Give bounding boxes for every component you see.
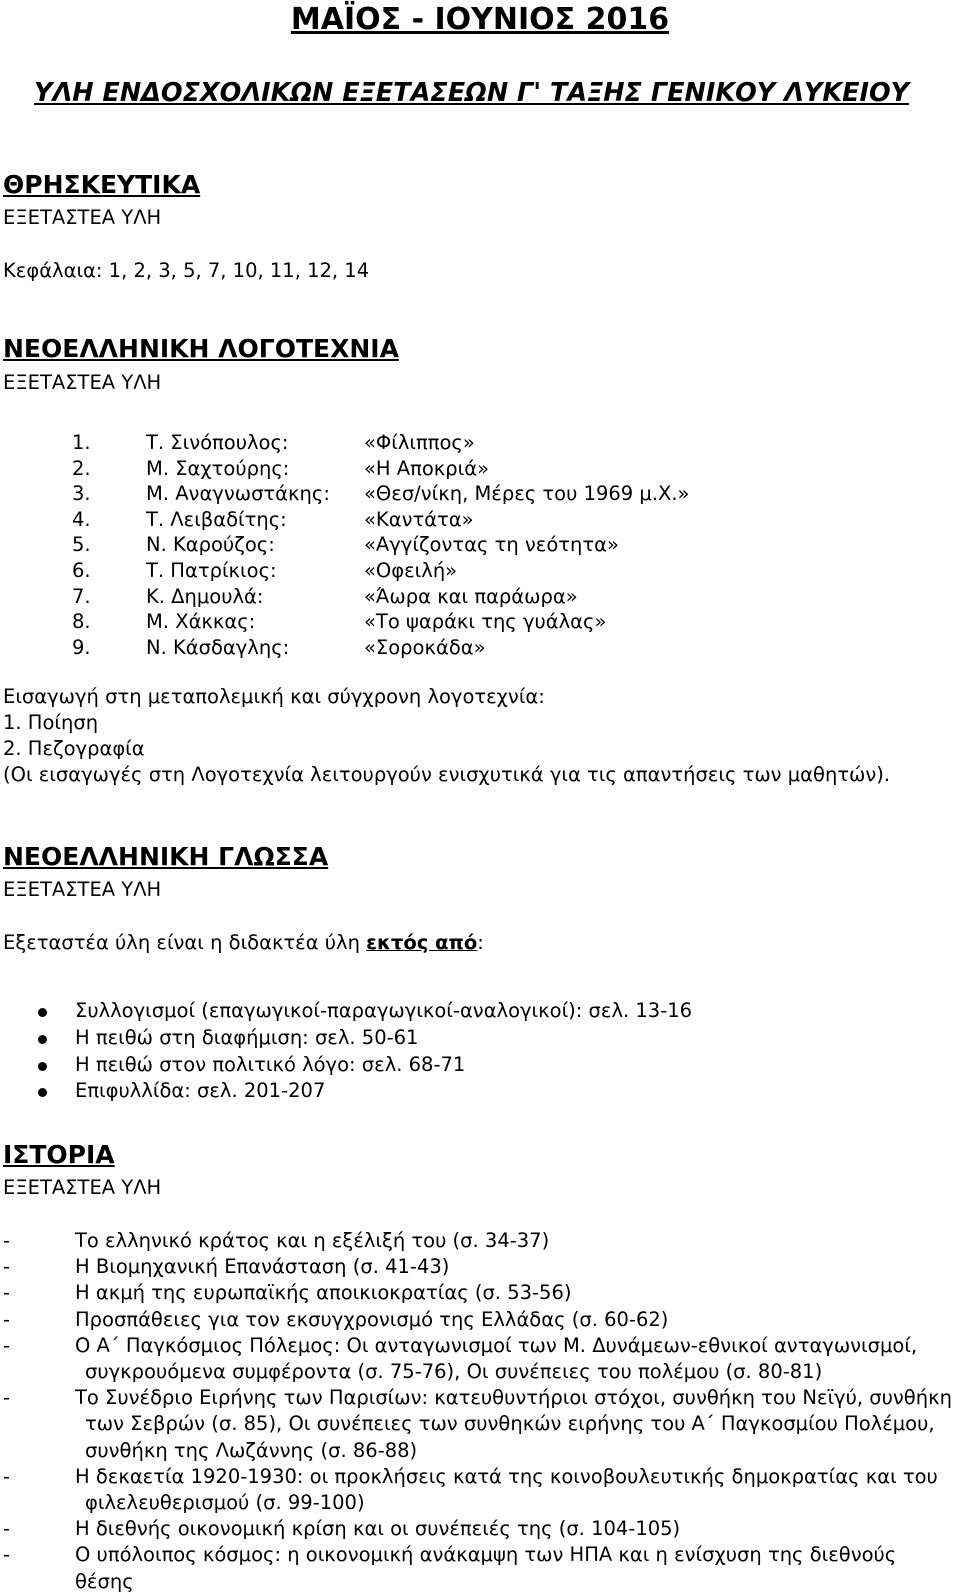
list-item-line: Προσπάθειες για τον εκσυγχρονισμό της Ελλάδας (σ. 60-62) [75, 1307, 669, 1331]
item-work-title: «Το ψαράκι της γυάλας» [364, 610, 607, 634]
list-item-line: Η διεθνής οικονομική κρίση και οι συνέπειές της (σ. 104-105) [75, 1517, 681, 1541]
list-item [0, 1542, 960, 1594]
section-heading-language: ΝΕΟΕΛΛΗΝΙΚΗ ΓΛΩΣΣΑ [3, 842, 329, 871]
list-item-text [75, 1464, 955, 1516]
item-number: 8. [72, 610, 91, 634]
item-author: Μ. Σαχτούρης: [146, 456, 290, 480]
item-author: Τ. Σινόπουλος: [146, 431, 289, 454]
list-item-line: συνθήκη της Λωζάννης (σ. 86-88) [85, 1438, 418, 1462]
document-title: ΜΑΪΟΣ - ΙΟΥΝΙΟΣ 2016 [290, 2, 670, 37]
item-work-title: «Η Αποκριά» [364, 456, 490, 480]
document-subtitle: ΥΛΗ ΕΝΔΟΣΧΟΛΙΚΩΝ ΕΞΕΤΑΣΕΩΝ Γ' ΤΑΞΗΣ ΓΕΝΙΚΟΥ ΛΥΚΕΙΟΥ [34, 78, 910, 108]
item-work-title: «Καντάτα» [364, 507, 474, 531]
list-item-text: Συλλογισμοί (επαγωγικοί-παραγωγικοί-αναλογικοί): σελ. 13-16 [75, 999, 693, 1022]
bullet-icon [38, 1035, 47, 1044]
list-item-line: Ο Α΄ Παγκόσμιος Πόλεμος: Οι ανταγωνισμοί των Μ. Δυνάμεων-εθνικοί ανταγωνισμοί, [75, 1333, 918, 1357]
list-item [0, 1333, 960, 1385]
list-item-line: Η δεκαετία 1920-1930: οι προκλήσεις κατά της κοινοβουλευτικής δημοκρατίας και του [75, 1464, 938, 1488]
item-number: 5. [72, 533, 91, 557]
list-item-text [75, 1516, 955, 1542]
dash-marker: - [3, 1464, 11, 1488]
dash-marker: - [3, 1517, 11, 1541]
list-item [0, 1385, 960, 1464]
list-item-text: Επιφυλλίδα: σελ. 201-207 [75, 1079, 326, 1103]
item-number: 6. [72, 558, 91, 582]
language-sentence-after: : [477, 931, 484, 954]
bullet-icon [38, 1062, 47, 1071]
list-item-line: συγκρουόμενα συμφέροντα (σ. 75-76), Οι συνέπειες του πολέμου (σ. 80-81) [85, 1360, 823, 1384]
literature-note: (Οι εισαγωγές στη Λογοτεχνία λειτουργούν ενισχυτικά για τις απαντήσεις των μαθητών). [3, 763, 891, 786]
list-item-line: Το ελληνικό κράτος και η εξέλιξή του (σ. 34-37) [75, 1229, 550, 1252]
item-number: 2. [72, 456, 91, 480]
language-label: ΕΞΕΤΑΣΤΕΑ ΥΛΗ [3, 878, 162, 901]
item-author: Ν. Καρούζος: [146, 533, 275, 557]
list-item-text: Η πειθώ στη διαφήμιση: σελ. 50-61 [75, 1025, 419, 1049]
list-item-text: Η πειθώ στον πολιτικό λόγο: σελ. 68-71 [75, 1052, 466, 1076]
list-item [0, 1254, 960, 1280]
list-item-line: Ο υπόλοιπος κόσμος: η οικονομική ανάκαμψη των ΗΠΑ και η ενίσχυση της διεθνούς θέσης [75, 1543, 897, 1593]
literature-label: ΕΞΕΤΑΣΤΕΑ ΥΛΗ [3, 371, 162, 394]
dash-marker: - [3, 1543, 11, 1567]
section-heading-religion: ΘΡΗΣΚΕΥΤΙΚΑ [3, 170, 201, 199]
item-work-title: «Φίλιππος» [364, 431, 475, 454]
list-item-text [75, 1254, 955, 1280]
list-item-line: φιλελευθερισμού (σ. 99-100) [85, 1491, 365, 1515]
list-item [0, 1228, 960, 1254]
section-heading-history: ΙΣΤΟΡΙΑ [3, 1140, 115, 1169]
religion-chapters: Κεφάλαια: 1, 2, 3, 5, 7, 10, 11, 12, 14 [3, 259, 370, 282]
list-item [0, 1464, 960, 1516]
dash-marker: - [3, 1229, 11, 1252]
list-item-line: Η ακμή της ευρωπαϊκής αποικιοκρατίας (σ. 53-56) [75, 1281, 572, 1305]
language-sentence-emphasis: εκτός από [366, 931, 478, 954]
dash-marker: - [3, 1281, 11, 1305]
item-number: 1. [72, 431, 91, 454]
list-item-text [75, 1280, 955, 1306]
item-work-title: «Θεσ/νίκη, Μέρες του 1969 μ.Χ.» [364, 482, 690, 506]
bullet-icon [38, 1088, 47, 1097]
literature-intro-item: 1. Ποίηση [3, 711, 99, 734]
bullet-icon [38, 1008, 47, 1017]
language-sentence [3, 931, 484, 955]
list-item-line: των Σεβρών (σ. 85), Οι συνέπειες των συνθηκών ειρήνης του Α΄ Παγκοσμίου Πολέμου, [85, 1412, 935, 1436]
language-sentence-before: Εξεταστέα ύλη είναι η διδακτέα ύλη [3, 931, 367, 954]
item-number: 3. [72, 482, 91, 506]
list-item-text [75, 1307, 955, 1333]
history-label: ΕΞΕΤΑΣΤΕΑ ΥΛΗ [3, 1176, 162, 1199]
history-topics-list [0, 1228, 960, 1595]
item-work-title: «Αγγίζοντας τη νεότητα» [364, 533, 619, 557]
item-author: Μ. Χάκκας: [146, 610, 256, 634]
list-item-text [75, 1333, 955, 1385]
list-item-text [75, 1542, 955, 1594]
list-item-text [75, 1228, 955, 1254]
section-heading-literature: ΝΕΟΕΛΛΗΝΙΚΗ ΛΟΓΟΤΕΧΝΙΑ [3, 334, 399, 363]
dash-marker: - [3, 1255, 11, 1279]
list-item-text [75, 1385, 955, 1464]
list-item-line: Το Συνέδριο Ειρήνης των Παρισίων: κατευθυντήριοι στόχοι, συνθήκη του Νεϊγύ, συνθήκη [75, 1386, 952, 1410]
item-author: Τ. Πατρίκιος: [146, 558, 277, 582]
item-work-title: «Άωρα και παράωρα» [364, 584, 578, 608]
dash-marker: - [3, 1307, 11, 1331]
item-work-title: «Σοροκάδα» [364, 635, 486, 659]
list-item [0, 1307, 960, 1333]
item-author: Κ. Δημουλά: [146, 584, 264, 608]
item-author: Τ. Λειβαδίτης: [146, 507, 287, 531]
item-number: 4. [72, 507, 91, 531]
list-item-line: Η Βιομηχανική Επανάσταση (σ. 41-43) [75, 1255, 450, 1279]
item-number: 9. [72, 635, 91, 659]
literature-intro-item: 2. Πεζογραφία [3, 737, 145, 760]
item-work-title: «Οφειλή» [364, 558, 458, 582]
dash-marker: - [3, 1333, 11, 1357]
item-author: Ν. Κάσδαγλης: [146, 635, 290, 659]
item-number: 7. [72, 584, 91, 608]
literature-intro: Εισαγωγή στη μεταπολεμική και σύγχρονη λογοτεχνία: [3, 685, 545, 708]
dash-marker: - [3, 1386, 11, 1410]
list-item [0, 1516, 960, 1542]
list-item [0, 1280, 960, 1306]
religion-label: ΕΞΕΤΑΣΤΕΑ ΥΛΗ [3, 206, 162, 229]
item-author: Μ. Αναγνωστάκης: [146, 482, 330, 506]
